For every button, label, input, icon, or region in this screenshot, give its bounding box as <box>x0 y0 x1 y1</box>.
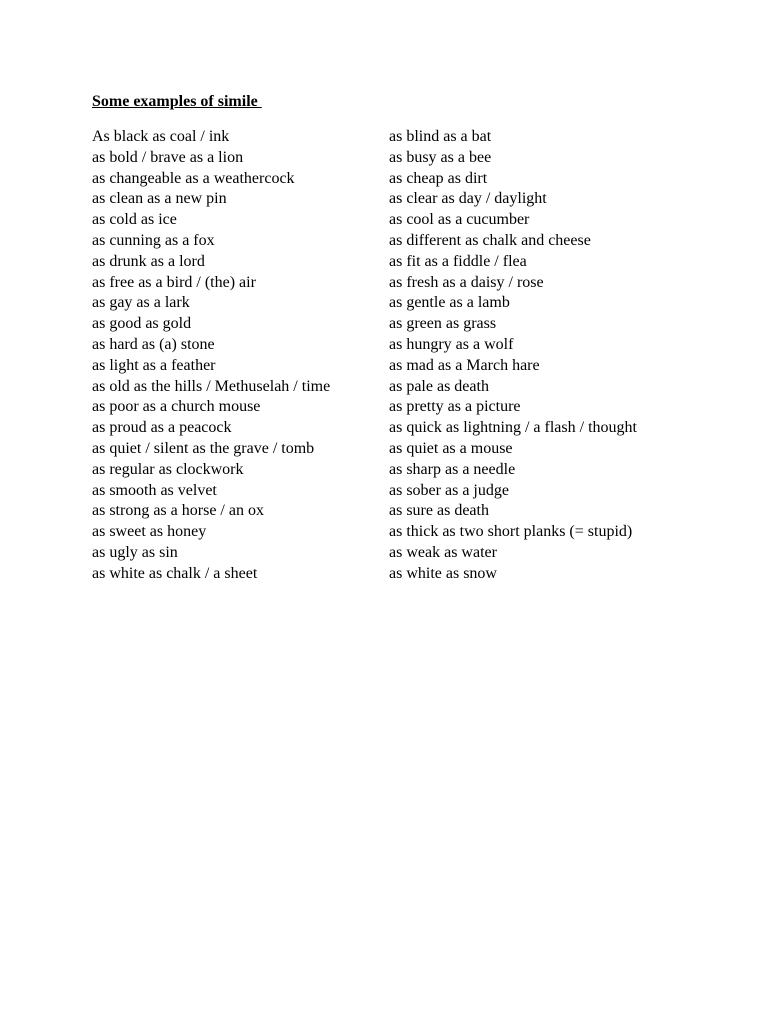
simile-item: as clean as a new pin <box>92 190 227 208</box>
simile-list-right <box>389 127 709 585</box>
simile-item: as cold as ice <box>92 211 177 229</box>
simile-item: as sweet as honey <box>92 523 207 541</box>
simile-item: as ugly as sin <box>92 543 178 561</box>
simile-item: as fresh as a daisy / rose <box>389 273 544 291</box>
simile-item: as thick as two short planks (= stupid) <box>389 523 633 541</box>
simile-item: as mad as a March hare <box>389 356 540 374</box>
simile-item: as changeable as a weathercock <box>92 169 295 187</box>
simile-item: as busy as a bee <box>389 148 492 166</box>
simile-item: as quick as lightning / a flash / thought <box>389 419 637 437</box>
simile-item: as free as a bird / (the) air <box>92 273 256 291</box>
simile-item: as different as chalk and cheese <box>389 231 591 249</box>
simile-item: as green as grass <box>389 315 497 333</box>
simile-item: as gay as a lark <box>92 294 190 312</box>
simile-item: as strong as a horse / an ox <box>92 502 264 520</box>
simile-item: as quiet / silent as the grave / tomb <box>92 439 315 457</box>
simile-item: as old as the hills / Methuselah / time <box>92 377 331 395</box>
simile-item: as clear as day / daylight <box>389 190 547 208</box>
simile-item: as cool as a cucumber <box>389 211 530 229</box>
simile-item: as pretty as a picture <box>389 398 521 416</box>
simile-item: as sure as death <box>389 502 489 520</box>
simile-item: as weak as water <box>389 543 497 561</box>
simile-item: as white as snow <box>389 564 497 582</box>
simile-item: as regular as clockwork <box>92 460 244 478</box>
simile-item: as gentle as a lamb <box>389 294 510 312</box>
simile-item: as proud as a peacock <box>92 419 232 437</box>
simile-item: as drunk as a lord <box>92 252 205 270</box>
simile-item: as sober as a judge <box>389 481 509 499</box>
simile-item: as light as a feather <box>92 356 216 374</box>
page-title: Some examples of simile <box>92 93 262 110</box>
simile-item: as smooth as velvet <box>92 481 217 499</box>
simile-item: as cunning as a fox <box>92 231 215 249</box>
simile-item: as hungry as a wolf <box>389 335 514 353</box>
simile-item: as poor as a church mouse <box>92 398 261 416</box>
simile-item: as cheap as dirt <box>389 169 488 187</box>
simile-item: as hard as (a) stone <box>92 335 215 353</box>
simile-item: As black as coal / ink <box>92 128 230 145</box>
simile-item: as pale as death <box>389 377 489 395</box>
simile-list-left <box>92 127 382 585</box>
simile-item: as good as gold <box>92 315 192 333</box>
simile-item: as bold / brave as a lion <box>92 148 244 166</box>
simile-item: as blind as a bat <box>389 128 492 145</box>
simile-item: as quiet as a mouse <box>389 439 513 457</box>
simile-item: as white as chalk / a sheet <box>92 564 258 582</box>
simile-item: as fit as a fiddle / flea <box>389 252 527 270</box>
simile-item: as sharp as a needle <box>389 460 516 478</box>
